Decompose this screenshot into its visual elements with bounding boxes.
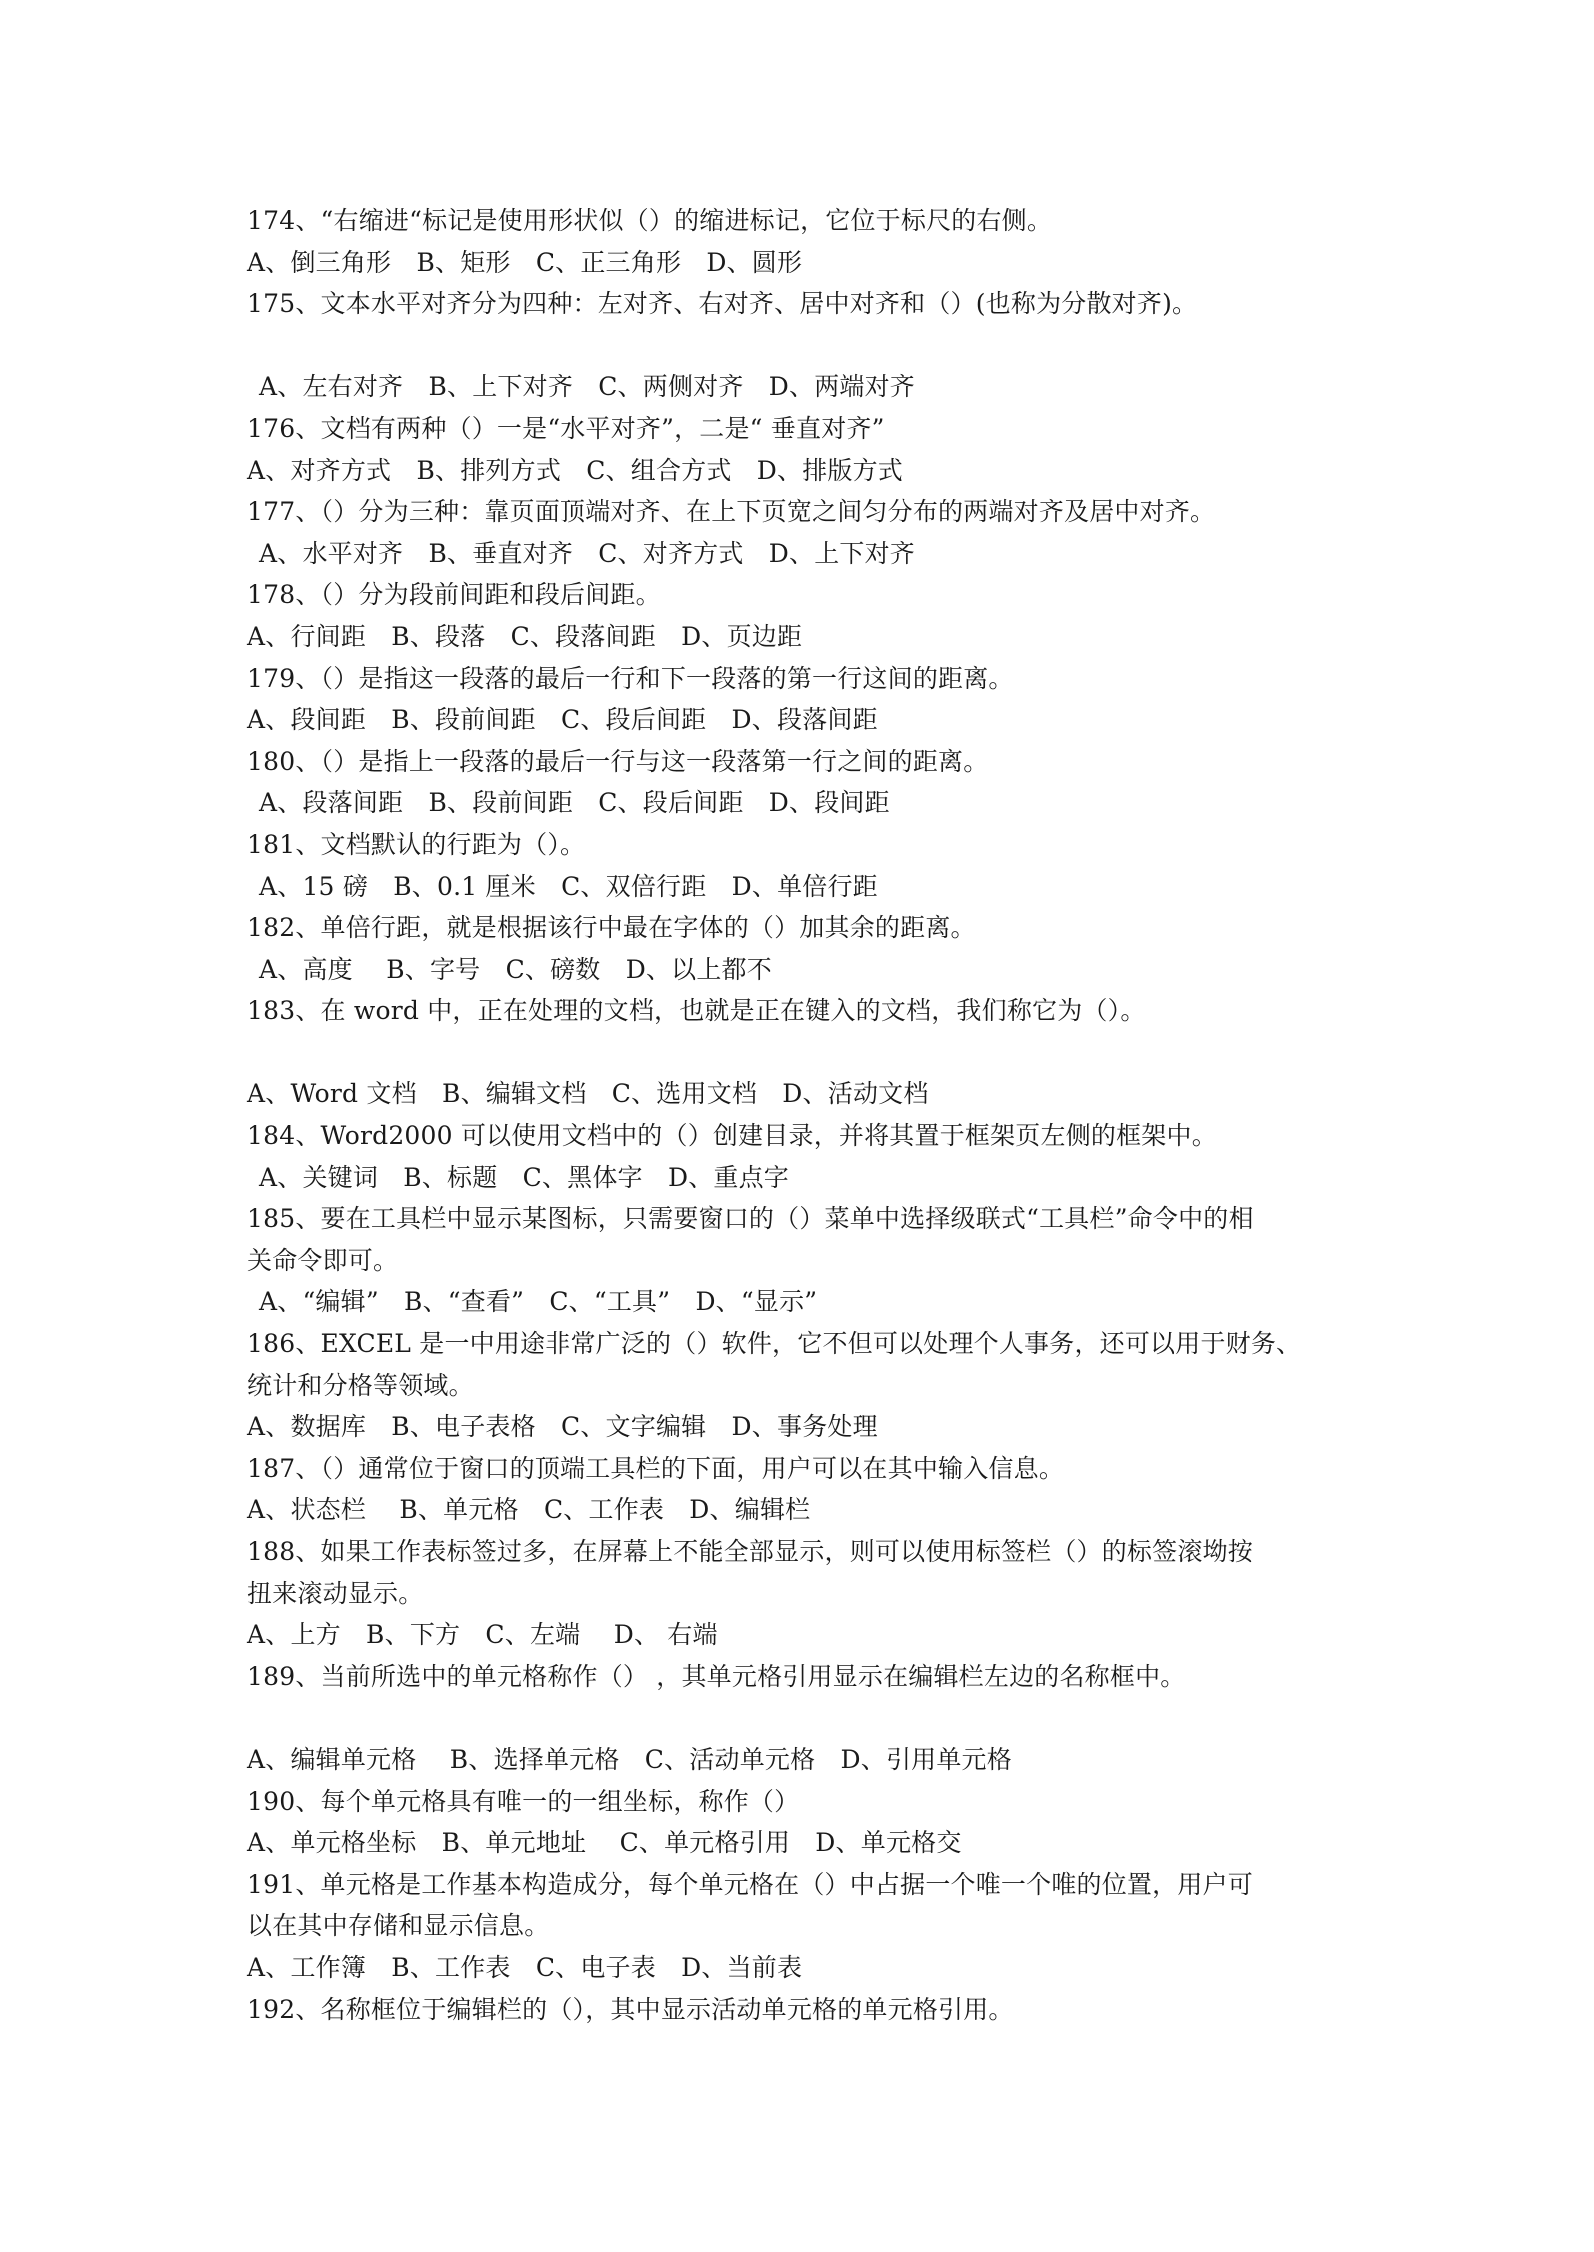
question-line: 176、文档有两种（）一是“水平对齐”，二是“ 垂直对齐” (247, 413, 885, 443)
answer-options-line: A、编辑单元格 B、选择单元格 C、活动单元格 D、引用单元格 (247, 1744, 1012, 1774)
answer-options-line: A、对齐方式 B、排列方式 C、组合方式 D、排版方式 (247, 455, 904, 485)
question-line: 182、单倍行距，就是根据该行中最在字体的（）加其余的距离。 (247, 913, 976, 943)
question-line: 177、（）分为三种：靠页面顶端对齐、在上下页宽之间匀分布的两端对齐及居中对齐。 (247, 497, 1216, 527)
question-line: 188、如果工作表标签过多，在屏幕上不能全部显示，则可以使用标签栏（）的标签滚坳按 (247, 1537, 1253, 1566)
answer-options-line: A、工作簿 B、工作表 C、电子表 D、当前表 (247, 1952, 803, 1982)
question-line: 185、要在工具栏中显示某图标，只需要窗口的（）菜单中选择级联式“工具栏”命令中的相 (247, 1204, 1254, 1234)
question-line: 189、当前所选中的单元格称作（） ，其单元格引用显示在编辑栏左边的名称框中。 (247, 1661, 1186, 1691)
answer-options-line: A、状态栏 B、单元格 C、工作表 D、编辑栏 (247, 1495, 811, 1525)
answer-options-line: A、段落间距 B、段前间距 C、段后间距 D、段间距 (259, 788, 890, 818)
question-line: 以在其中存储和显示信息。 (247, 1911, 550, 1941)
question-line: 190、每个单元格具有唯一的一组坐标，称作（） (247, 1786, 800, 1816)
answer-options-line: A、段间距 B、段前间距 C、段后间距 D、段落间距 (247, 705, 878, 735)
answer-options-line: A、倒三角形 B、矩形 C、正三角形 D、圆形 (247, 247, 803, 277)
question-line: 184、Word2000 可以使用文档中的（）创建目录，并将其置于框架页左侧的框架中。 (247, 1121, 1217, 1151)
question-line: 187、（）通常位于窗口的顶端工具栏的下面，用户可以在其中输入信息。 (247, 1453, 1065, 1483)
question-line: 关命令即可。 (247, 1245, 399, 1275)
question-line: 174、“右缩进“标记是使用形状似（）的缩进标记，它位于标尺的右侧。 (247, 206, 1053, 235)
question-line: 181、文档默认的行距为（）。 (247, 829, 586, 859)
answer-options-line: A、水平对齐 B、垂直对齐 C、对齐方式 D、上下对齐 (259, 538, 916, 568)
answer-options-line: A、“编辑” B、“查看” C、“工具” D、“显示” (259, 1287, 818, 1317)
question-line: 扭来滚动显示。 (247, 1578, 424, 1608)
answer-options-line: A、高度 B、字号 C、磅数 D、以上都不 (259, 954, 772, 984)
question-line: 统计和分格等领域。 (247, 1370, 474, 1400)
question-line: 180、（）是指上一段落的最后一行与这一段落第一行之间的距离。 (247, 746, 989, 776)
answer-options-line: A、左右对齐 B、上下对齐 C、两侧对齐 D、两端对齐 (259, 372, 916, 402)
answer-options-line: A、Word 文档 B、编辑文档 C、选用文档 D、活动文档 (247, 1079, 929, 1109)
question-line: 192、名称框位于编辑栏的（），其中显示活动单元格的单元格引用。 (247, 1994, 1014, 2024)
answer-options-line: A、数据库 B、电子表格 C、文字编辑 D、事务处理 (247, 1412, 878, 1442)
answer-options-line: A、15 磅 B、0.1 厘米 C、双倍行距 D、单倍行距 (259, 871, 878, 901)
answer-options-line: A、行间距 B、段落 C、段落间距 D、页边距 (247, 621, 803, 651)
answer-options-line: A、关键词 B、标题 C、黑体字 D、重点字 (259, 1162, 789, 1192)
document-body (247, 200, 1357, 2030)
answer-options-line: A、上方 B、下方 C、左端 D、 右端 (247, 1620, 718, 1650)
question-line: 178、（）分为段前间距和段后间距。 (247, 580, 661, 610)
question-line: 191、单元格是工作基本构造成分，每个单元格在（）中占据一个唯一个唯的位置，用户可 (247, 1869, 1253, 1899)
question-line: 175、文本水平对齐分为四种：左对齐、右对齐、居中对齐和（）(也称为分散对齐)。 (247, 289, 1198, 319)
answer-options-line: A、单元格坐标 B、单元地址 C、单元格引用 D、单元格交 (247, 1828, 962, 1858)
question-line: 179、（）是指这一段落的最后一行和下一段落的第一行这间的距离。 (247, 663, 1014, 693)
question-line: 186、EXCEL 是一中用途非常广泛的（）软件，它不但可以处理个人事务，还可以用于财务、 (247, 1329, 1302, 1359)
question-line: 183、在 word 中，正在处理的文档，也就是正在键入的文档，我们称它为（）。 (247, 996, 1146, 1026)
